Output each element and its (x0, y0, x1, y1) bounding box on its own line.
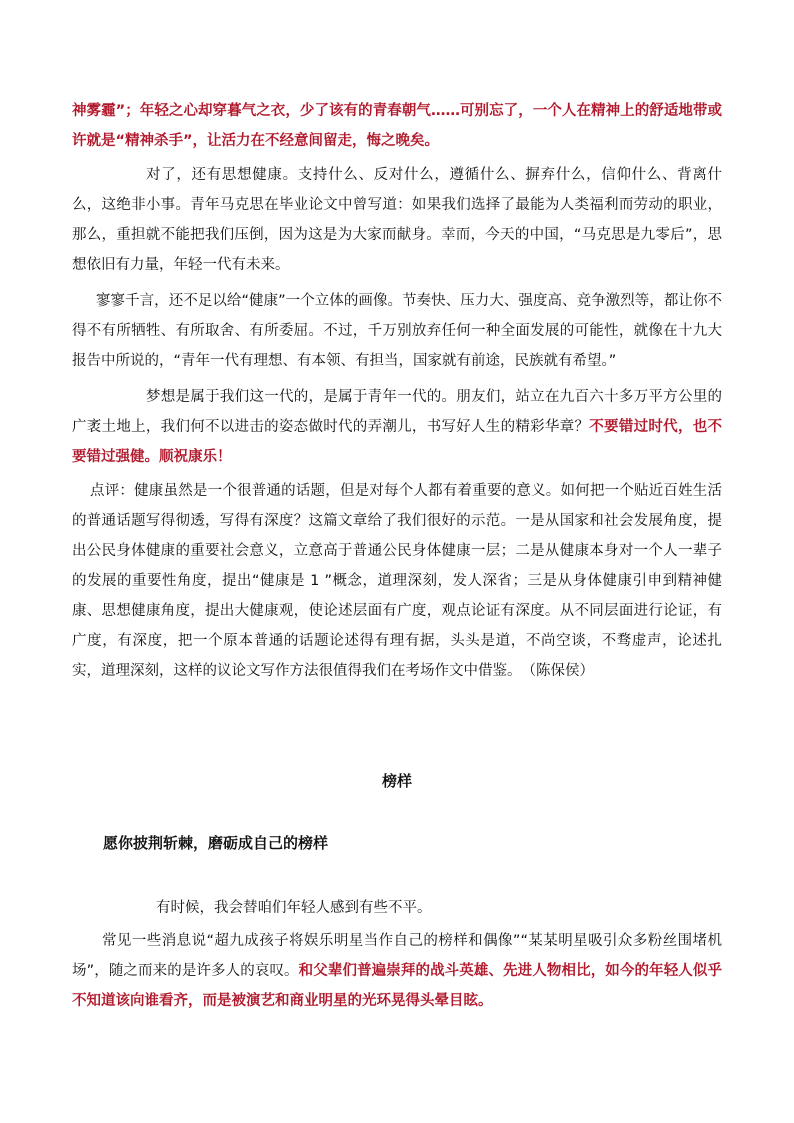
body-text: 对了，还有思想健康。支持什么、反对什么，遵循什么、摒弃什么，信仰什么、背离什么，这绝非小事。青年马克思在毕业论文中曾写道：如果我们选择了最能为人类福利而劳动的职业，那么，重担就不能把我们压倒，因为这是为大家而献身。幸而，今天的中国，“马克思是九零后”，思想依旧有力量，年轻一代有未来。 (72, 167, 722, 273)
paragraph-commentary (72, 476, 722, 686)
paragraph-dream (72, 382, 722, 472)
paragraph-ideological-health (72, 160, 722, 280)
body-text: 梦想是属于我们这一代的，是属于青年一代的。朋友们，站立在九百六十多万平方公里的广袤土地上，我们何不以进击的姿态做时代的弄潮儿，书写好人生的精彩华章？ (72, 389, 722, 435)
body-text: 有时候，我会替咱们年轻人感到有些不平。 (156, 900, 432, 916)
paragraph-spiritual-health-ending (72, 96, 722, 156)
essay-title: 榜样 (381, 772, 412, 790)
highlighted-text: 和父辈们普遍崇拜的战斗英雄、先进人物相比，如今的年轻人似乎不知道该向谁看齐，而是被演艺和商业明星的光环晃得头晕目眩。 (72, 963, 723, 1009)
highlighted-text: 神雾霾”；年轻之心却穿暮气之衣，少了该有的青春朝气……可别忘了，一个人在精神上的舒适地带或许就是“精神杀手”，让活力在不经意间留走，悔之晚矣。 (72, 103, 722, 149)
commentary-text: 点评：健康虽然是一个很普通的话题，但是对每个人都有着重要的意义。如何把一个贴近百姓生活的普通话题写得彻透，写得有深度？这篇文章给了我们很好的示范。一是从国家和社会发展角度，提出公民身体健康的重要社会意义，立意高于普通公民身体健康一层；二是从健康本身对一个人一辈子的发展的重要性角度，提出“健康是 1 ”概念，道理深刻，发人深省；三是从身体健康引申到精神健康、思想健康角度，提出大健康观，使论述层面有广度，观点论证有深度。从不同层面进行论证，有广度，有深度，把一个原本普通的话题论述得有理有据，头头是道，不尚空谈，不骛虚声，论述扎实，道理深刻，这样的议论文写作方法很值得我们在考场作文中借鉴。 （陈保侯） (72, 483, 722, 679)
paragraph-health-portrait (72, 286, 722, 376)
essay-subtitle: 愿你披荆斩棘，磨砺成自己的榜样 (103, 834, 329, 852)
highlighted-text: 不要错过时代，也不要错过强健。顺祝康乐！ (72, 419, 722, 465)
body-text: 常见一些消息说“超九成孩子将娱乐明星当作自己的榜样和偶像”“某某明星吸引众多粉丝围堵机场”，随之而来的是许多人的哀叹。 (72, 933, 722, 979)
paragraph-celebrity-idols (72, 926, 722, 1016)
body-text: 寥寥千言，还不足以给“健康”一个立体的画像。节奏快、压力大、强度高、竞争激烈等，都让你不得不有所牺牲、有所取舍、有所委屈。不过，千万别放弃任何一种全面发展的可能性，就像在十九大报告中所说的，“青年一代有理想、有本领、有担当，国家就有前途，民族就有希望。” (72, 293, 722, 369)
paragraph-opening (72, 893, 722, 923)
